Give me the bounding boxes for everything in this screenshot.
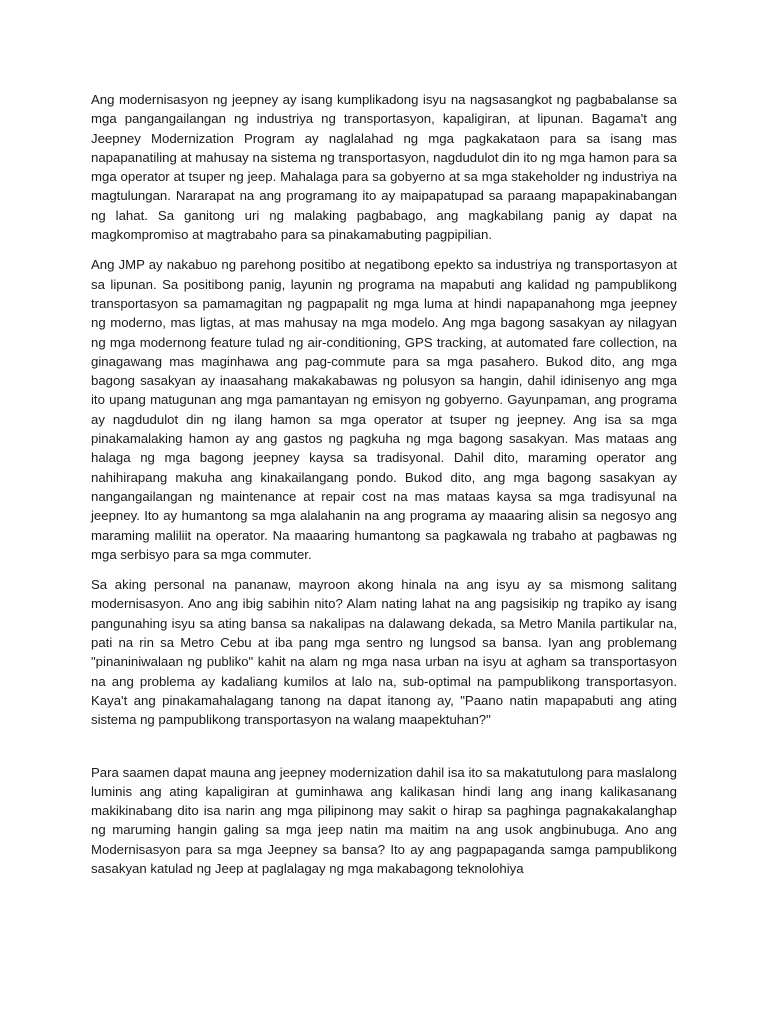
paragraph-4: Para saamen dapat mauna ang jeepney modernization dahil isa ito sa makatutulong para maslalong luminis ang ating kapaligiran at guminhawa ang kalikasan hindi lang ang inang kalikasanang makikinabang dito isa narin ang mga pilipinong may sakit o hirap sa paghinga pagnakakalanghap ng maruming hangin galing sa mga jeep natin ma maitim na ang usok angbinubuga. Ano ang Modernisasyon para sa mga Jeepney sa bansa? Ito ay ang pagpapaganda samga pampublikong sasakyan katulad ng Jeep at paglalagay ng mga makabagong teknolohiya xyxy=(91,764,677,876)
document-page xyxy=(91,90,677,889)
paragraph-1: Ang modernisasyon ng jeepney ay isang kumplikadong isyu na nagsasangkot ng pagbabalanse sa mga pangangailangan ng industriya ng transportasyon, kapaligiran, at lipunan. Bagama't ang Jeepney Modernization Program ay naglalahad ng mga pagkakataon para sa isang mas napapanatiling at mahusay na sistema ng transportasyon, nagdudulot din ito ng mga hamon para sa mga operator at tsuper ng jeep. Mahalaga para sa gobyerno at sa mga stakeholder ng industriya na magtulungan. Nararapat na ang programang ito ay maipapatupad sa paraang mapapakinabangan ng lahat. Sa ganitong uri ng malaking pagbabago, ang magkabilang panig ay dapat na magkompromiso at magtrabaho para sa pinakamabuting pagpipilian. xyxy=(91,92,677,243)
paragraph-3: Sa aking personal na pananaw, mayroon akong hinala na ang isyu ay sa mismong salitang modernisasyon. Ano ang ibig sabihin nito? Alam nating lahat na ang pagsisikip ng trapiko ay isang pangunahing isyu sa ating bansa sa nakalipas na dalawang dekada, sa Metro Manila partikular na, pati na rin sa Metro Cebu at iba pang mga sentro ng lungsod sa bansa. Iyan ang problemang "pinaniniwalaan ng publiko" kahit na alam ng mga nasa urban na isyu at agham sa transportasyon na ang problema ay kadaliang kumilos at lalo na, sub-optimal na pampublikong transportasyon. Kaya't ang pinakamahalagang tanong na dapat itanong ay, "Paano natin mapapabuti ang ating sistema ng pampublikong transportasyon na walang maapektuhan?" xyxy=(91,577,677,728)
paragraph-spacer xyxy=(91,741,677,763)
paragraph-2: Ang JMP ay nakabuo ng parehong positibo at negatibong epekto sa industriya ng transportasyon at sa lipunan. Sa positibong panig, layunin ng programa na mapabuti ang kalidad ng pampublikong transportasyon sa pamamagitan ng pagpapalit ng mga luma at hindi napapanahong mga jeepney ng moderno, mas ligtas, at mas mahusay na mga modelo. Ang mga bagong sasakyan ay nilagyan ng mga modernong feature tulad ng air-conditioning, GPS tracking, at automated fare collection, na ginagawang mas maginhawa ang pag-commute para sa mga pasahero. Bukod dito, ang mga bagong sasakyan ay inaasahang makakabawas ng polusyon sa hangin, dahil idinisenyo ang mga ito upang matugunan ang mga pamantayan ng emisyon ng gobyerno. Gayunpaman, ang programa ay nagdudulot din ng ilang hamon sa mga operator at tsuper ng jeepney. Ang isa sa mga pinakamalaking hamon ay ang gastos ng pagkuha ng mga bagong sasakyan. Mas mataas ang halaga ng mga bagong jeepney kaysa sa tradisyonal. Dahil dito, maraming operator ang nahihirapang makuha ang kinakailangang pondo. Bukod dito, ang mga bagong sasakyan ay nangangailangan ng maintenance at repair cost na mas mataas kaysa sa mga tradisyunal na jeepney. Ito ay humantong sa mga alalahanin na ang programa ay maaaring alisin sa negosyo ang maraming maliliit na operator. Na maaaring humantong sa pagkawala ng trabaho at pagbawas ng mga serbisyo para sa mga commuter. xyxy=(91,257,677,562)
